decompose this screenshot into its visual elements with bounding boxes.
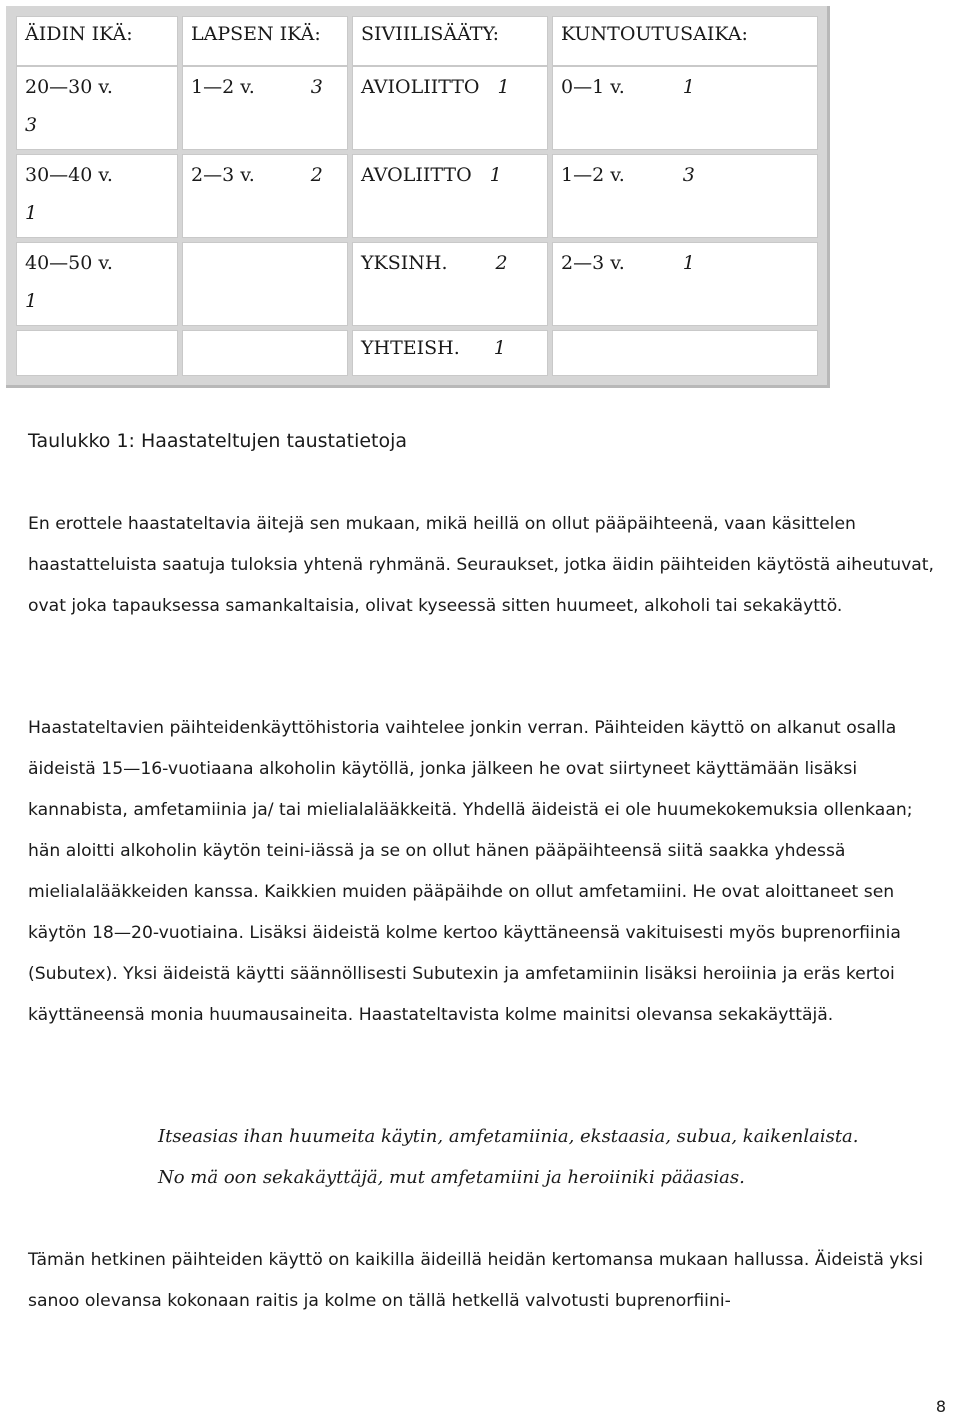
table-cell [182,330,348,376]
header-mother-age: ÄIDIN IKÄ: [25,23,133,45]
table-header [16,16,178,66]
table-cell: 1—2 v. 3 [552,154,818,238]
table-cell: AVIOLIITTO 1 [352,66,548,150]
table-header [552,16,818,66]
table-caption: Taulukko 1: Haastateltujen taustatietoja [28,430,408,452]
table-cell: 1—2 v. 3 [182,66,348,150]
table-cell [182,242,348,326]
header-rehab-time: KUNTOUTUSAIKA: [561,23,748,45]
header-child-age: LAPSEN IKÄ: [191,23,321,45]
quote-line-1: Itseasias ihan huumeita käytin, amfetamiinia, ekstaasia, subua, kaikenlaista. [158,1126,859,1147]
table-cell: 30—40 v. 1 [16,154,178,238]
quote-line-2: No mä oon sekakäyttäjä, mut amfetamiini ja heroiiniki pääasias. [158,1167,745,1188]
paragraph-3: Tämän hetkinen päihteiden käyttö on kaikilla äideillä heidän kertomansa mukaan hallussa. Äideistä yksi sanoo olevansa kokonaan raitis ja kolme on tällä hetkellä valvotusti buprenorfiini- [28,1250,924,1311]
table-cell: 2—3 v. 1 [552,242,818,326]
paragraph-2: Haastateltavien päihteidenkäyttöhistoria vaihtelee jonkin verran. Päihteiden käyttö on alkanut osalla äideistä 15—16-vuotiaana alkoholin käytöllä, jonka jälkeen he ovat siirtyneet käyttämään lisäksi kannabista, amfetamiinia ja/ tai mielialalääkkeitä. Yhdellä äideistä ei ole huumekokemuksia ollenkaan; hän aloitti alkoholin käytön teini-iässä ja se on ollut hänen pääpäihteensä siitä saakka yhdessä mielialalääkkeiden kanssa. Kaikkien muiden pääpäihde on ollut amfetamiini. He ovat aloittaneet sen käytön 18—20-vuotiaina. Lisäksi äideistä kolme kertoo käyttäneensä vakituisesti myös buprenorfiinia (Subutex). Yksi äideistä käytti säännöllisesti Subutexin ja amfetamiinin lisäksi heroiinia ja eräs kertoi käyttäneensä monia huumausaineita. Haastateltavista kolme mainitsi olevansa sekakäyttäjä. [28,718,913,1025]
background-table [6,6,830,388]
table-cell: 0—1 v. 1 [552,66,818,150]
page-number: 8 [935,1397,946,1416]
table-cell: 2—3 v. 2 [182,154,348,238]
table-header [352,16,548,66]
table-cell: YKSINH. 2 [352,242,548,326]
table-cell: 40—50 v. 1 [16,242,178,326]
table-cell [552,330,818,376]
table-cell: 20—30 v. 3 [16,66,178,150]
table-cell: YHTEISH. 1 [352,330,548,376]
table-cell [16,330,178,376]
paragraph-1: En erottele haastateltavia äitejä sen mukaan, mikä heillä on ollut pääpäihteenä, vaan käsittelen haastatteluista saatuja tuloksia yhtenä ryhmänä. Seuraukset, jotka äidin päihteiden käytöstä aiheutuvat, ovat joka tapauksessa samankaltaisia, olivat kyseessä sitten huumeet, alkoholi tai sekakäyttö. [28,514,935,616]
header-marital-status: SIVIILISÄÄTY: [361,23,500,45]
table-cell: AVOLIITTO 1 [352,154,548,238]
table-header [182,16,348,66]
